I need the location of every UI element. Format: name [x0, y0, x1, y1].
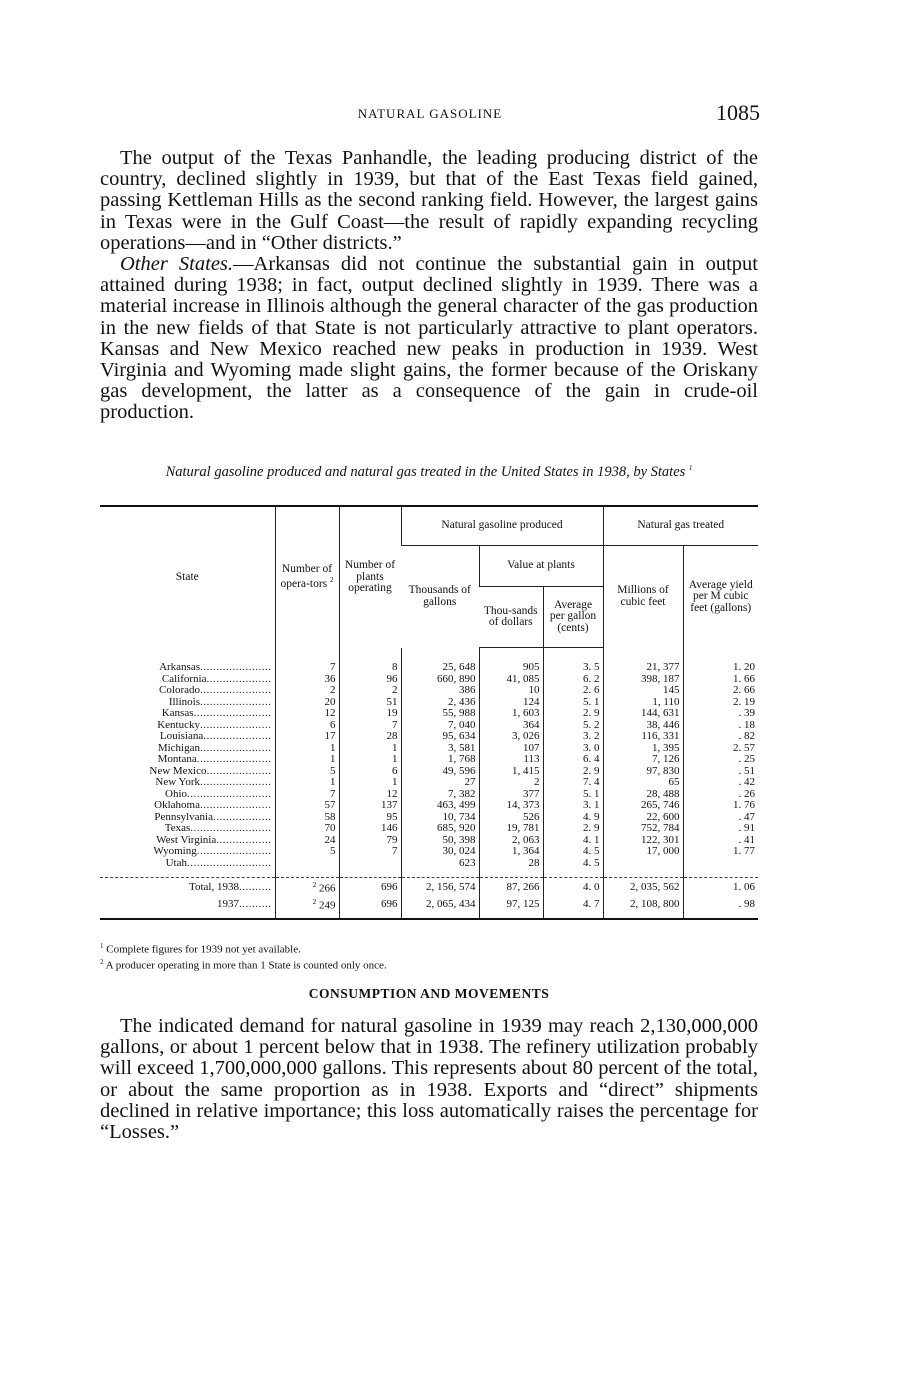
state-cell: Pennsylvania.................. — [154, 810, 272, 823]
total-row — [100, 895, 758, 912]
operators-cell: 5 — [275, 766, 339, 778]
dot-leader: .......... — [239, 897, 272, 910]
yield-cell: . 91 — [683, 823, 758, 835]
yield-cell: . 82 — [683, 731, 758, 743]
dollars-cell: 19, 781 — [479, 823, 543, 835]
operators-cell: 57 — [275, 800, 339, 812]
gallons-cell: 27 — [401, 777, 479, 789]
plants-cell: 7 — [339, 846, 401, 858]
operators-cell: $^2$ 249 — [275, 895, 339, 912]
dot-leader: .......................... — [187, 787, 272, 800]
operators-cell: 20 — [275, 697, 339, 709]
yield-cell: 1. 76 — [683, 800, 758, 812]
yield-cell: 1. 66 — [683, 674, 758, 686]
yield-cell: . 25 — [683, 754, 758, 766]
intro-text — [100, 148, 758, 424]
gallons-cell: 50, 398 — [401, 835, 479, 847]
table-caption — [100, 460, 758, 480]
table-row — [100, 685, 758, 697]
dollars-cell: 3, 026 — [479, 731, 543, 743]
yield-cell: 1. 77 — [683, 846, 758, 858]
dot-leader: ...................... — [200, 799, 272, 811]
table-row — [100, 731, 758, 743]
gallons-cell: 30, 024 — [401, 846, 479, 858]
header-plants: Number of plants operating — [339, 506, 401, 648]
operators-cell: 17 — [275, 731, 339, 743]
yield-cell: 1. 20 — [683, 662, 758, 674]
dollars-cell: 107 — [479, 743, 543, 755]
cubic-feet-cell: 116, 331 — [603, 731, 683, 743]
cubic-feet-cell: 38, 446 — [603, 720, 683, 732]
cents-cell: 4. 5 — [543, 858, 603, 870]
gallons-cell: 1, 768 — [401, 754, 479, 766]
cubic-feet-cell: 22, 600 — [603, 812, 683, 824]
gallons-cell: 95, 634 — [401, 731, 479, 743]
total-label: 1937.......... — [217, 897, 272, 910]
cubic-feet-cell: 1, 110 — [603, 697, 683, 709]
dot-leader: ..................... — [203, 730, 272, 742]
gallons-cell: 2, 156, 574 — [401, 878, 479, 896]
gallons-cell: 685, 920 — [401, 823, 479, 835]
dollars-cell: 2 — [479, 777, 543, 789]
table-row — [100, 858, 758, 870]
cents-cell: 4. 5 — [543, 846, 603, 858]
header-avg-per-gallon: Average per gallon (cents) — [543, 587, 603, 648]
cubic-feet-cell: 752, 784 — [603, 823, 683, 835]
table-row — [100, 800, 758, 812]
state-cell: Utah.......................... — [165, 856, 272, 869]
plants-cell — [339, 858, 401, 870]
dollars-cell: 97, 125 — [479, 895, 543, 912]
operators-cell: 7 — [275, 789, 339, 801]
operators-cell: 70 — [275, 823, 339, 835]
yield-cell: . 26 — [683, 789, 758, 801]
yield-cell: . 98 — [683, 895, 758, 912]
plants-cell: 1 — [339, 743, 401, 755]
cubic-feet-cell: 17, 000 — [603, 846, 683, 858]
cubic-feet-cell: 144, 631 — [603, 708, 683, 720]
cents-cell: 2. 9 — [543, 823, 603, 835]
plants-cell: 28 — [339, 731, 401, 743]
gallons-cell: 49, 596 — [401, 766, 479, 778]
plants-cell: 12 — [339, 789, 401, 801]
plants-cell: 7 — [339, 720, 401, 732]
dollars-cell: 10 — [479, 685, 543, 697]
header-operators: Number of opera-tors $^2$ — [275, 506, 339, 648]
dollars-cell: 113 — [479, 754, 543, 766]
operators-cell: 36 — [275, 674, 339, 686]
operators-cell: 12 — [275, 708, 339, 720]
yield-cell — [683, 858, 758, 870]
operators-cell: 2 — [275, 685, 339, 697]
gallons-cell: 660, 890 — [401, 674, 479, 686]
table-body — [100, 648, 758, 920]
footnote-2: $^2$ A producer operating in more than 1 State is counted only once. — [100, 957, 387, 972]
plants-cell: 696 — [339, 895, 401, 912]
state-cell: Arkansas...................... — [159, 661, 272, 673]
dot-leader: ...................... — [200, 684, 272, 696]
yield-cell: . 42 — [683, 777, 758, 789]
state-cell: Kansas........................ — [161, 707, 272, 719]
operators-cell: 1 — [275, 777, 339, 789]
consumption-text — [100, 1016, 758, 1143]
running-head: NATURAL GASOLINE — [357, 106, 503, 121]
plants-cell: 146 — [339, 823, 401, 835]
dot-leader: ...................... — [200, 741, 272, 754]
state-cell: Louisiana..................... — [159, 730, 272, 742]
cents-cell: 7. 4 — [543, 777, 603, 789]
table-row — [100, 708, 758, 720]
cubic-feet-cell: 7, 126 — [603, 754, 683, 766]
state-cell: Texas......................... — [164, 822, 272, 834]
dot-leader: .......................... — [187, 856, 272, 869]
gallons-cell: 7, 040 — [401, 720, 479, 732]
dollars-cell: 14, 373 — [479, 800, 543, 812]
plants-cell: 19 — [339, 708, 401, 720]
header-value-at-plants: Value at plants — [479, 546, 603, 587]
dollars-cell: 2, 063 — [479, 835, 543, 847]
dot-leader: .......... — [239, 880, 272, 893]
dot-leader: .................. — [213, 810, 272, 823]
cubic-feet-cell: 122, 301 — [603, 835, 683, 847]
total-label: Total, 1938.......... — [189, 880, 272, 893]
plants-cell: 95 — [339, 812, 401, 824]
yield-cell: . 39 — [683, 708, 758, 720]
plants-cell: 2 — [339, 685, 401, 697]
plants-cell: 1 — [339, 777, 401, 789]
cents-cell: 2. 9 — [543, 708, 603, 720]
table-row — [100, 823, 758, 835]
yield-cell: . 47 — [683, 812, 758, 824]
cents-cell: 5. 2 — [543, 720, 603, 732]
header-millions-cubic-feet: Millions of cubic feet — [603, 546, 683, 648]
cents-cell: 6. 2 — [543, 674, 603, 686]
state-cell: Montana....................... — [157, 753, 272, 765]
yield-cell: . 51 — [683, 766, 758, 778]
plants-cell: 96 — [339, 674, 401, 686]
other-states-heading: Other States. — [120, 253, 234, 276]
state-cell: California.................... — [161, 672, 272, 685]
caption-footnote-mark: 1 — [688, 464, 693, 472]
table-row — [100, 662, 758, 674]
gallons-cell: 386 — [401, 685, 479, 697]
section-heading: CONSUMPTION AND MOVEMENTS — [308, 986, 550, 1001]
cubic-feet-cell: 65 — [603, 777, 683, 789]
operators-cell: 1 — [275, 743, 339, 755]
dot-leader: .................... — [206, 764, 272, 777]
dollars-cell: 905 — [479, 662, 543, 674]
paragraph-other-states — [100, 254, 758, 424]
header-gas-treated: Natural gas treated — [603, 506, 758, 546]
yield-cell: . 41 — [683, 835, 758, 847]
dot-leader: ...................... — [200, 695, 272, 708]
table-caption-text: Natural gasoline produced and natural gas treated in the United States in 1938, by States — [165, 463, 686, 480]
operators-cell: 24 — [275, 835, 339, 847]
cents-cell: 5. 1 — [543, 789, 603, 801]
state-cell: West Virginia................. — [156, 833, 272, 846]
operators-cell: 5 — [275, 846, 339, 858]
state-cell: Michigan...................... — [157, 741, 272, 754]
plants-cell: 51 — [339, 697, 401, 709]
cubic-feet-cell: 1, 395 — [603, 743, 683, 755]
cubic-feet-cell: 28, 488 — [603, 789, 683, 801]
dollars-cell: 87, 266 — [479, 878, 543, 896]
gallons-cell: 2, 065, 434 — [401, 895, 479, 912]
dot-leader: ...................... — [200, 776, 272, 788]
cents-cell: 3. 2 — [543, 731, 603, 743]
page-number: 1085 — [716, 100, 760, 125]
state-cell: New York...................... — [155, 776, 272, 788]
operators-cell: 7 — [275, 662, 339, 674]
cubic-feet-cell: 265, 746 — [603, 800, 683, 812]
gallons-cell: 10, 734 — [401, 812, 479, 824]
gallons-cell: 25, 648 — [401, 662, 479, 674]
cents-cell: 3. 1 — [543, 800, 603, 812]
dollars-cell: 41, 085 — [479, 674, 543, 686]
operators-cell: 58 — [275, 812, 339, 824]
cents-cell: 4. 9 — [543, 812, 603, 824]
dot-leader: ...................... — [200, 718, 272, 731]
cents-cell: 4. 1 — [543, 835, 603, 847]
gallons-cell: 463, 499 — [401, 800, 479, 812]
dollars-cell: 364 — [479, 720, 543, 732]
dot-leader: ...................... — [200, 661, 272, 673]
operators-cell: 6 — [275, 720, 339, 732]
state-cell: Kentucky...................... — [157, 718, 272, 731]
state-cell: Illinois...................... — [168, 695, 272, 708]
header-gasoline-produced: Natural gasoline produced — [401, 506, 603, 546]
gasoline-table — [100, 505, 758, 920]
yield-cell: 2. 66 — [683, 685, 758, 697]
dot-leader: ....................... — [196, 753, 272, 765]
other-states-text: —Arkansas did not continue the substantial gain in output attained during 1938; in fact, output declined slightly in 1939. There was a material increase in Illinois although the general character of the gas production in the new fields of that State is not particularly attractive to plant operators. Kansas and New Mexico reached new peaks in production in 1939. West Virginia and Wyoming made slight gains, the former because of the Oriskany gas development, the latter as a consequence of the gain in crude-oil production. — [100, 253, 758, 424]
dot-leader: ......................... — [190, 822, 272, 834]
dollars-cell: 1, 603 — [479, 708, 543, 720]
gallons-cell: 2, 436 — [401, 697, 479, 709]
plants-cell: 6 — [339, 766, 401, 778]
state-cell: Oklahoma...................... — [154, 799, 272, 811]
header-state: State — [100, 506, 275, 648]
cents-cell: 4. 0 — [543, 878, 603, 896]
cubic-feet-cell: 21, 377 — [603, 662, 683, 674]
paragraph-consumption: The indicated demand for natural gasoline in 1939 may reach 2,130,000,000 gallons, or about 1 percent below that in 1938. The refinery utilization probably will exceed 1,700,000,000 gallons. This represents about 80 percent of the total, or about the same proportion as in 1938. Exports and “direct” shipments declined in relative importance; this loss automatically raises the percentage for “Losses.” — [100, 1015, 758, 1144]
footnotes — [100, 940, 758, 971]
dollars-cell: 1, 415 — [479, 766, 543, 778]
yield-cell: 2. 19 — [683, 697, 758, 709]
cents-cell: 2. 9 — [543, 766, 603, 778]
operators-cell: $^2$ 266 — [275, 878, 339, 896]
yield-cell: 1. 06 — [683, 878, 758, 896]
dollars-cell: 377 — [479, 789, 543, 801]
cubic-feet-cell: 97, 830 — [603, 766, 683, 778]
gallons-cell: 55, 988 — [401, 708, 479, 720]
dollars-cell: 124 — [479, 697, 543, 709]
state-cell: Ohio.......................... — [165, 787, 272, 800]
cents-cell: 3. 0 — [543, 743, 603, 755]
operators-cell: 1 — [275, 754, 339, 766]
dot-leader: .................... — [206, 672, 272, 685]
cents-cell: 5. 1 — [543, 697, 603, 709]
header-thousands-dollars: Thou-sands of dollars — [479, 587, 543, 648]
total-row — [100, 878, 758, 896]
plants-cell: 696 — [339, 878, 401, 896]
cents-cell: 2. 6 — [543, 685, 603, 697]
plants-cell: 1 — [339, 754, 401, 766]
dot-leader: ................. — [216, 833, 272, 846]
state-cell: Colorado...................... — [159, 684, 272, 696]
dollars-cell: 28 — [479, 858, 543, 870]
plants-cell: 137 — [339, 800, 401, 812]
yield-cell: . 18 — [683, 720, 758, 732]
cents-cell: 6. 4 — [543, 754, 603, 766]
dot-leader: ........................ — [193, 707, 272, 719]
cents-cell: 4. 7 — [543, 895, 603, 912]
gallons-cell: 623 — [401, 858, 479, 870]
yield-cell: 2. 57 — [683, 743, 758, 755]
state-cell: New Mexico.................... — [149, 764, 272, 777]
page-header — [100, 100, 760, 130]
cubic-feet-cell — [603, 858, 683, 870]
dollars-cell: 1, 364 — [479, 846, 543, 858]
header-thousands-gallons: Thousands of gallons — [408, 584, 471, 608]
cubic-feet-cell: 2, 035, 562 — [603, 878, 683, 896]
table-row — [100, 754, 758, 766]
header-average-yield: Average yield per M cubic feet (gallons) — [683, 546, 758, 648]
state-cell: Wyoming....................... — [153, 845, 272, 857]
operators-cell — [275, 858, 339, 870]
dollars-cell: 526 — [479, 812, 543, 824]
plants-cell: 79 — [339, 835, 401, 847]
gallons-cell: 3, 581 — [401, 743, 479, 755]
cubic-feet-cell: 398, 187 — [603, 674, 683, 686]
gallons-cell: 7, 382 — [401, 789, 479, 801]
cubic-feet-cell: 145 — [603, 685, 683, 697]
cubic-feet-cell: 2, 108, 800 — [603, 895, 683, 912]
paragraph-texas: The output of the Texas Panhandle, the leading producing district of the country, declined slightly in 1939, but that of the East Texas field gained, passing Kettleman Hills as the second ranking field. However, the largest gains in Texas were in the Gulf Coast—the result of rapidly expanding recycling operations—and in “Other districts.” — [100, 147, 758, 254]
plants-cell: 8 — [339, 662, 401, 674]
footnote-1: $^1$ Complete figures for 1939 not yet available. — [100, 942, 301, 956]
cents-cell: 3. 5 — [543, 662, 603, 674]
dot-leader: ....................... — [196, 845, 272, 857]
